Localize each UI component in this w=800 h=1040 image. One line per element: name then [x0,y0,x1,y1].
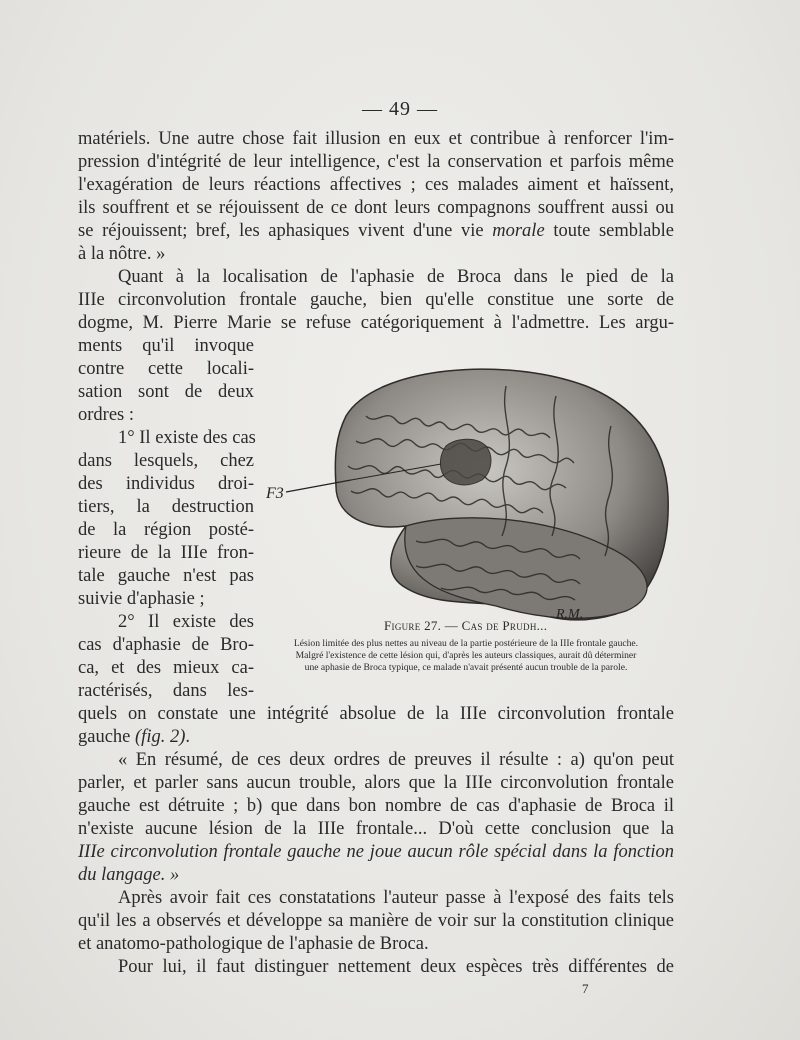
text-line: gauche est détruite ; b) que dans bon nombre de cas d'aphasie de Broca il [78,796,674,816]
text-line: rieure de la IIIe fron- [78,543,254,563]
text-line: ils souffrent et se réjouissent de ce dont leurs compagnons souffrent aussi ou [78,198,674,218]
text-segment: gauche [78,727,136,747]
signature-number: 7 [582,981,589,996]
text-line: matériels. Une autre chose fait illusion en eux et contribue à renforcer l'im- [78,129,674,149]
text-line: ca, et des mieux ca- [78,658,254,678]
caption-line: Lésion limitée des plus nettes au niveau de la partie postérieure de la IIIe frontale gauche. [293,638,639,649]
text-line: et anatomo-pathologique de l'aphasie de Broca. [78,934,429,954]
label-f3: F3 [266,485,284,502]
text-segment: . [185,727,190,747]
italic-line: IIIe circonvolution frontale gauche ne joue aucun rôle spécial dans la fonction [78,842,674,862]
text-line: ordres : [78,405,134,425]
text-line: parler, et parler sans aucun trouble, alors que la IIIe circonvolution frontale [78,773,674,793]
brain-illustration [256,356,676,626]
text-line: n'existe aucune lésion de la IIIe frontale... D'où cette conclusion que la [78,819,674,839]
text-line: qu'il les a observés et développe sa manière de voir sur la constitution clinique [78,911,674,931]
text-line: à la nôtre. » [78,244,166,264]
text-line: 1° Il existe des cas [118,428,256,448]
text-line: cas d'aphasie de Bro- [78,635,254,655]
text-line: quels on constate une intégrité absolue de la IIIe circonvolution frontale [78,704,674,724]
narrow-column [78,335,254,703]
figure-caption [256,638,676,674]
artist-signature: R.M. [556,607,584,622]
caption-line: Malgré l'existence de cette lésion qui, d'après les auteurs classiques, aurait dû déterminer [295,650,637,661]
text-segment: se réjouissent; bref, les aphasiques vivent d'une vie [78,221,493,241]
text-line: tiers, la destruction [78,497,254,517]
text-line: dans lesquels, chez [78,451,254,471]
italic-word: morale [492,221,545,241]
text-line: des individus droi- [78,474,254,494]
text-line-morale [78,220,674,243]
italic-line: du langage. » [78,865,180,885]
text-line: sation sont de deux [78,382,254,402]
figure-brain [256,356,676,686]
text-line: ments qu'il invoque [78,336,254,356]
text-line-fig [78,726,674,749]
text-line: IIIe circonvolution frontale gauche, bien qu'elle constitue une sorte de [78,290,674,310]
caption-line: une aphasie de Broca typique, ce malade n'avait présenté aucun trouble de la parole. [304,662,628,673]
text-line: pression d'intégrité de leur intelligence, c'est la conservation et parfois même [78,152,674,172]
italic-ref: (fig. 2) [135,727,186,747]
text-line: Après avoir fait ces constatations l'auteur passe à l'exposé des faits tels [118,888,674,908]
text-line: ractérisés, dans les- [78,681,254,701]
text-line: contre cette locali- [78,359,254,379]
text-line: dogme, M. Pierre Marie se refuse catégoriquement à l'admettre. Les argu- [78,313,674,333]
text-line: « En résumé, de ces deux ordres de preuves il résulte : a) qu'on peut [118,750,674,770]
text-segment: toute semblable [544,221,674,241]
page-folio: — 49 — [362,98,438,120]
figure-title: Figure 27. — Cas de Prudh... [384,618,548,633]
text-line: l'exagération de leurs réactions affectives ; ces malades aiment et haïssent, [78,175,674,195]
text-line: de la région posté- [78,520,254,540]
text-line: tale gauche n'est pas [78,566,254,586]
text-line: Quant à la localisation de l'aphasie de Broca dans le pied de la [118,267,674,287]
text-line: Pour lui, il faut distinguer nettement deux espèces très différentes de [118,957,674,977]
text-line: suivie d'aphasie ; [78,589,205,609]
text-line: 2° Il existe des [118,612,254,632]
